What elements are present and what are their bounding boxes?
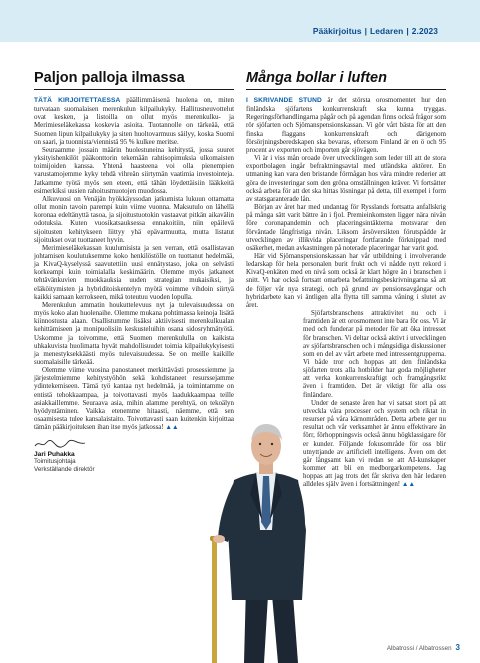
end-mark-icon: ▲▲: [165, 424, 179, 432]
header-issue: 2.2023: [411, 26, 438, 36]
footer-publication: Albatrossi / Albatrossen: [386, 645, 452, 652]
right-paragraph: Här vid Sjömanspensionskassan har vår utbildning i involverande ledarskap för hela personalen burit frukt och vi nådde nytt rekord i KivaQ-enkäten med en nivå som också är klart högre än i branschen i snitt. Vi har också fortsatt omarbeta befattningsbeskrivningarna så att de följer vår nya strategi, och på grund av pensionsavgångar och hybridarbete kan vi äntligen alla flytta till samma våning i slutet av året.: [246, 251, 446, 309]
page-footer: [387, 643, 460, 652]
end-mark-icon: ▲▲: [401, 481, 416, 489]
right-article-title: Många bollar i luften: [246, 70, 387, 86]
signature-block: [34, 439, 234, 474]
left-paragraph: Seuraamme jossain määrin huolestuneina kehitystä, jossa suuret yksityishenkilöt pääkonttorin tekemään rahtisopimuksia ulkomaisten toimijoiden kanssa. Yhtenä haasteena voi olla pienempien varustamojemme kyky tehdä vihreän siirtymän vaatimia investointeja. Jatkamme työtä myös sen eteen, että tähän löydettäisiin lääkkeitä esimerkiksi uusien rahoitusmuotojen muodossa.: [34, 145, 234, 195]
header-publication: Pääkirjoitus: [312, 26, 362, 36]
signature-scribble-icon: [34, 439, 86, 449]
left-paragraph-text: Olemme viime vuosina panostaneet merkittävästi prosessiemme ja järjestelmiemme kehitystyöhön sekä kohdistaneet resurssejamme ydintekemiseen. Tämä työ kantaa nyt hedelmää, ja toimintamme on entistä tehokkaampaa, ja toivottavasti myös laadukkaampaa teille asiakkaillemme. Seuraava asia, mihin alamme perehtyä, on tekoälyn hyödyntäminen. Vaikka etenemme hitaasti, näemme, että sen osaamisesta tulee kansalaistaito. Toivottavasti saan kuitenkin kirjoittaa tämän pääkirjoituksen ihan itse myös jatkossa!: [34, 366, 234, 432]
left-paragraph: Merimieseläkekassan kuulumisista ja sen verran, että osallistavan johtamisen koulutuksemme koko henkilöstölle on tuottanut hedelmää, ja KivaQ-kyselyssä saavutettiin uusi ennätystaso, joka on selvästi korkeampi kuin toimialalla keskimäärin. Olemme myös jatkaneet tehtävänkuvien muokkauksia uuden strategian mukaisiksi, ja eläköitymisten ja hybriditoiskentelyn myötä voimme vihdoin siirtyä kaikki samaan kerrokseen, mikä toteutuu vuoden lopulla.: [34, 243, 234, 301]
running-header: Pääkirjoitus | Ledaren | 2.2023: [312, 26, 438, 36]
right-paragraph: Början av året har med undantag för Rysslands fortsatta anfallskrig på många sätt varit bättre än i fjol. Premieinkomsten ligger nära nivån före coronapandemin och placeringsintäkterna motsvarar den förväntade långfristiga nivån. Liksom årsöversikten förutspådde är utvecklingen av illikvida placeringar fortfarande förknippad med osäkerhet, medan avkastningen på noterade placeringar har varit god.: [246, 203, 446, 252]
signature-name: Jari Puhakka: [34, 451, 75, 459]
left-paragraph: Merenkulun ammatin houkuttelevuus nyt ja tulevaisuudessa on myös koko alan huolenaihe. Olemme mukana pohtimassa keinoja lisätä kiinnostusta alaan. Osallistumme lisäksi aktiivisesti merenkulkualan kehittämiseen ja monipuolisiin keskusteluihin osana sidosryhmätyötä. Uskomme ja toivomme, että Suomen merenkululla on kaikista uhkakuvista huolimatta hyvät mahdollisuudet toimia kilpailukykyisesti ja menestyksekkäästi myös tulevaisuudessa. Se on meille kaikille suomalaisille tärkeää.: [34, 300, 234, 366]
right-paragraph-text: är det största orosmomentet hur den finländska sjöfartens konkurrenskraft ska kunna tryggas. Regeringsförhandlingarna pågår och på agendan finns också frågor som rör sjöfarten och Sjömanspensionskassan. Vi gör vårt bästa för att den finska flaggans konkurrenskraft och därigenom försörjningsberedskapen ska bevaras, eftersom Finland är en ö och 95 procent av exporten och importen går sjövägen.: [246, 96, 447, 154]
left-article: [34, 70, 234, 474]
right-paragraph: Sjöfartsbranschens attraktivitet nu och i framtiden är ett orosmoment inte bara för oss. Vi är med och funderar på metoder för att öka intresset för branschen. Vi deltar också aktivt i utvecklingen av sjöfartsbranschen och i mångsidiga diskussioner som en del av vårt arbete med intressentgrupperna. Vi både tror och hoppas att den finländska sjöfarten trots alla hotbilder har goda möjligheter att verka konkurrenskraftigt och framgångsrikt även i framtiden. Det är viktigt för alla oss finländare.: [303, 309, 446, 399]
left-title-rule: [34, 89, 234, 90]
right-paragraph: Vi är i viss mån oroade över utvecklingen som leder till att de stora exportbolagen ingår befraktningsavtal med utländska aktörer. En utmaning kan vara den bristande förmågan hos våra mindre rederier att göra de investeringar som den gröna omställningen kräver. Vi fortsätter också arbeta för att det ska hittas lösningar på detta, till exempel i form av statsgaranterade lån.: [246, 154, 446, 203]
left-lead-label: TÄTÄ KIRJOITETTAESSA: [34, 97, 121, 104]
left-article-title: Paljon palloja ilmassa: [34, 70, 185, 86]
page-number: 3: [455, 643, 460, 652]
left-paragraph: [34, 96, 234, 146]
right-paragraph-text: Under de senaste åren har vi satsat stort på att utveckla våra processer och system och riktat in resurser på våra kärnområden. Detta arbete ger nu resultat och vår verksamhet är ännu effektivare än förr, förhoppningsvis också ännu högklassigare för er kunder. Följande fokusområde för oss blir utnyttjande av artificiell intelligens. Även om det går långsamt kan vi redan se att AI-kunskaper kommer att bli en medborgarkompetens. Jag hoppas att jag trots det får skriva den här ledaren alldeles själv även i fortsättningen!: [303, 398, 446, 489]
right-paragraph: [246, 96, 446, 154]
left-paragraph: Alkuvuosi on Venäjän hyökkäyssodan jatkumista lukuun ottamatta ollut monin tavoin parempi kuin viime vuonna. Maksutulo on lähellä koronaa edeltänyttä tasoa, ja sijoitustuotokin vastaavat pitkän aikavälin odotuksia. Kuten vuosikatsauksessa ennakoitiin, niin epäilevä sijoitusten kehitykseen liittyy yhä epävarmuutta, mutta listatut sijoitukset ovat tuottaneet hyvin.: [34, 194, 234, 244]
signature-role-fi: Toimitusjohtaja: [34, 458, 76, 466]
right-lead-label: I SKRIVANDE STUND: [246, 97, 322, 104]
right-title-rule: [246, 89, 446, 90]
signature-role-sv: Verkställande direktör: [34, 466, 95, 474]
left-paragraph-text: päällimmäisenä huolena on, miten turvataan suomalaisen merenkulun kilpailukyky. Hallitusneuvottelut ovat kesken, ja listoilla on ollut myös merenkulku- ja Merimieseläkekassa koskevia asioita. Tuotannolle on tärkeää, että Suomen lipun kilpailukyky ja siten huoltovarmuus säilyy, koska Suomi on saari, ja tuonnista/viennistä 95 % kulkee meritse.: [34, 96, 235, 146]
ceo-portrait-image: [206, 410, 326, 663]
header-section: Ledaren: [370, 26, 404, 36]
left-article-body: [34, 96, 234, 432]
left-paragraph: [34, 366, 234, 432]
